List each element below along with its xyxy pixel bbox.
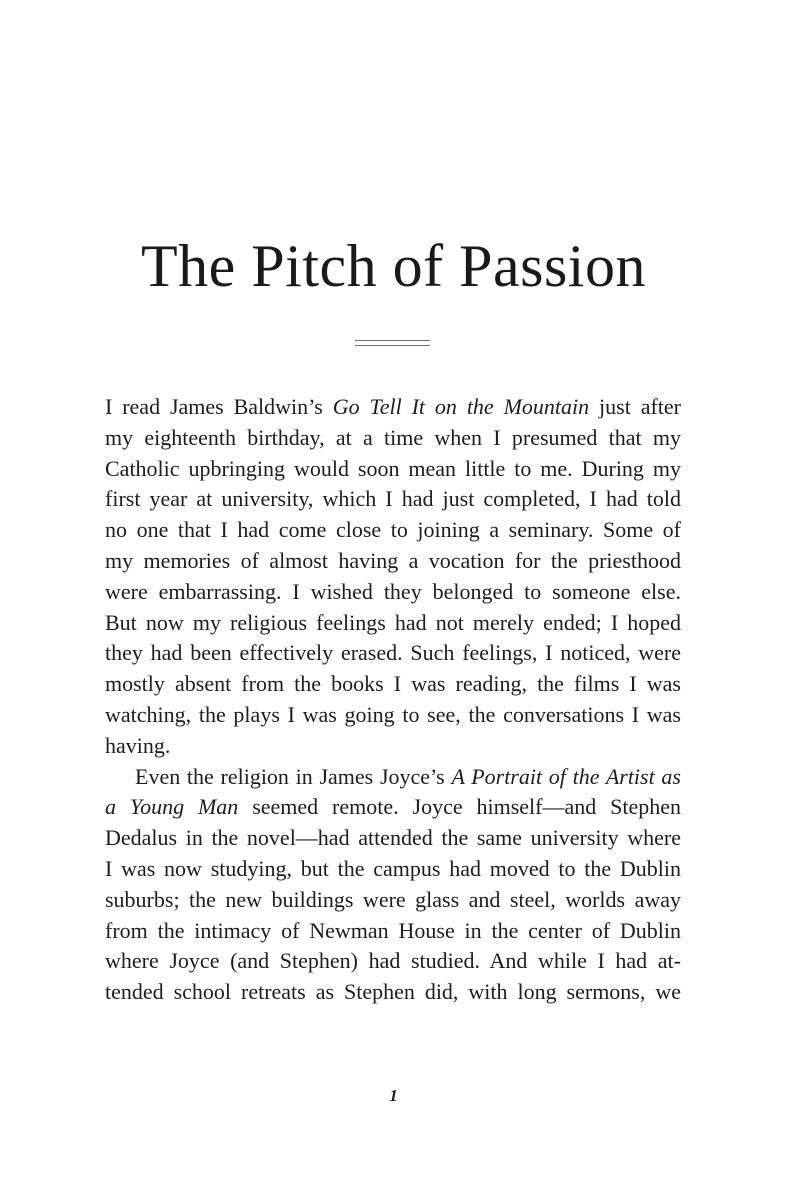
text-run: first year at university, which I had just completed, I had told — [105, 486, 681, 512]
text-line — [105, 669, 681, 700]
text-run: I was now studying, but the campus had moved to the Dublin — [105, 855, 681, 881]
text-line — [105, 885, 681, 916]
text-line — [105, 854, 681, 885]
text-run: I read James Baldwin’s — [105, 394, 333, 419]
text-run: from the intimacy of Newman House in the center of Dublin — [105, 917, 681, 943]
italic-title-run: a Young Man — [105, 794, 239, 820]
text-run: tended school retreats as Stephen did, with long sermons, we — [105, 979, 681, 1005]
text-line — [105, 638, 681, 669]
paragraph — [105, 392, 681, 762]
chapter-title: The Pitch of Passion — [141, 233, 646, 299]
italic-title-run: Go Tell It on the Mountain — [332, 394, 590, 419]
text-run: my memories of almost having a vocation for the priesthood — [105, 547, 681, 573]
text-run: no one that I had come close to joining a seminary. Some of — [105, 517, 681, 543]
text-line — [105, 515, 681, 546]
text-run: Catholic upbringing would soon mean little to me. During my — [105, 455, 681, 481]
italic-title-run: A Portrait of the Artist as — [451, 763, 681, 789]
text-run: just after — [589, 394, 681, 419]
text-line — [105, 608, 681, 639]
text-line — [105, 731, 681, 762]
text-run: having. — [105, 732, 171, 758]
text-line — [105, 454, 681, 485]
text-run: seemed remote. Joyce himself—and Stephen — [238, 794, 681, 820]
chapter-body-text — [105, 392, 681, 1008]
paragraph — [105, 762, 681, 1008]
text-run: mostly absent from the books I was reading, the films I was — [105, 671, 681, 697]
text-line — [105, 916, 681, 947]
text-line — [105, 423, 681, 454]
text-line — [105, 577, 681, 608]
text-line — [105, 946, 681, 977]
text-run: But now my religious feelings had not merely ended; I hoped — [105, 609, 681, 635]
text-run: where Joyce (and Stephen) had studied. And while I had at- — [105, 948, 681, 974]
text-run: they had been effectively erased. Such feelings, I noticed, were — [105, 640, 681, 666]
text-run: suburbs; the new buildings were glass and steel, worlds away — [105, 886, 681, 912]
text-line — [105, 823, 681, 854]
rule-line-bottom — [355, 345, 430, 346]
rule-line-top — [355, 340, 430, 341]
text-line — [105, 392, 681, 423]
text-line — [105, 762, 681, 793]
text-run: watching, the plays I was going to see, the conversations I was — [105, 701, 681, 727]
text-line — [105, 700, 681, 731]
text-run: Dedalus in the novel—had attended the same university where — [105, 825, 681, 851]
text-line — [105, 977, 681, 1008]
page-number: 1 — [389, 1086, 398, 1105]
text-run: Even the religion in James Joyce’s — [135, 763, 452, 789]
text-line — [105, 546, 681, 577]
text-run: my eighteenth birthday, at a time when I presumed that my — [105, 424, 681, 450]
text-line — [105, 792, 681, 823]
text-run: were embarrassing. I wished they belonged to someone else. — [105, 578, 681, 604]
text-line — [105, 484, 681, 515]
title-rule-ornament — [355, 340, 430, 348]
